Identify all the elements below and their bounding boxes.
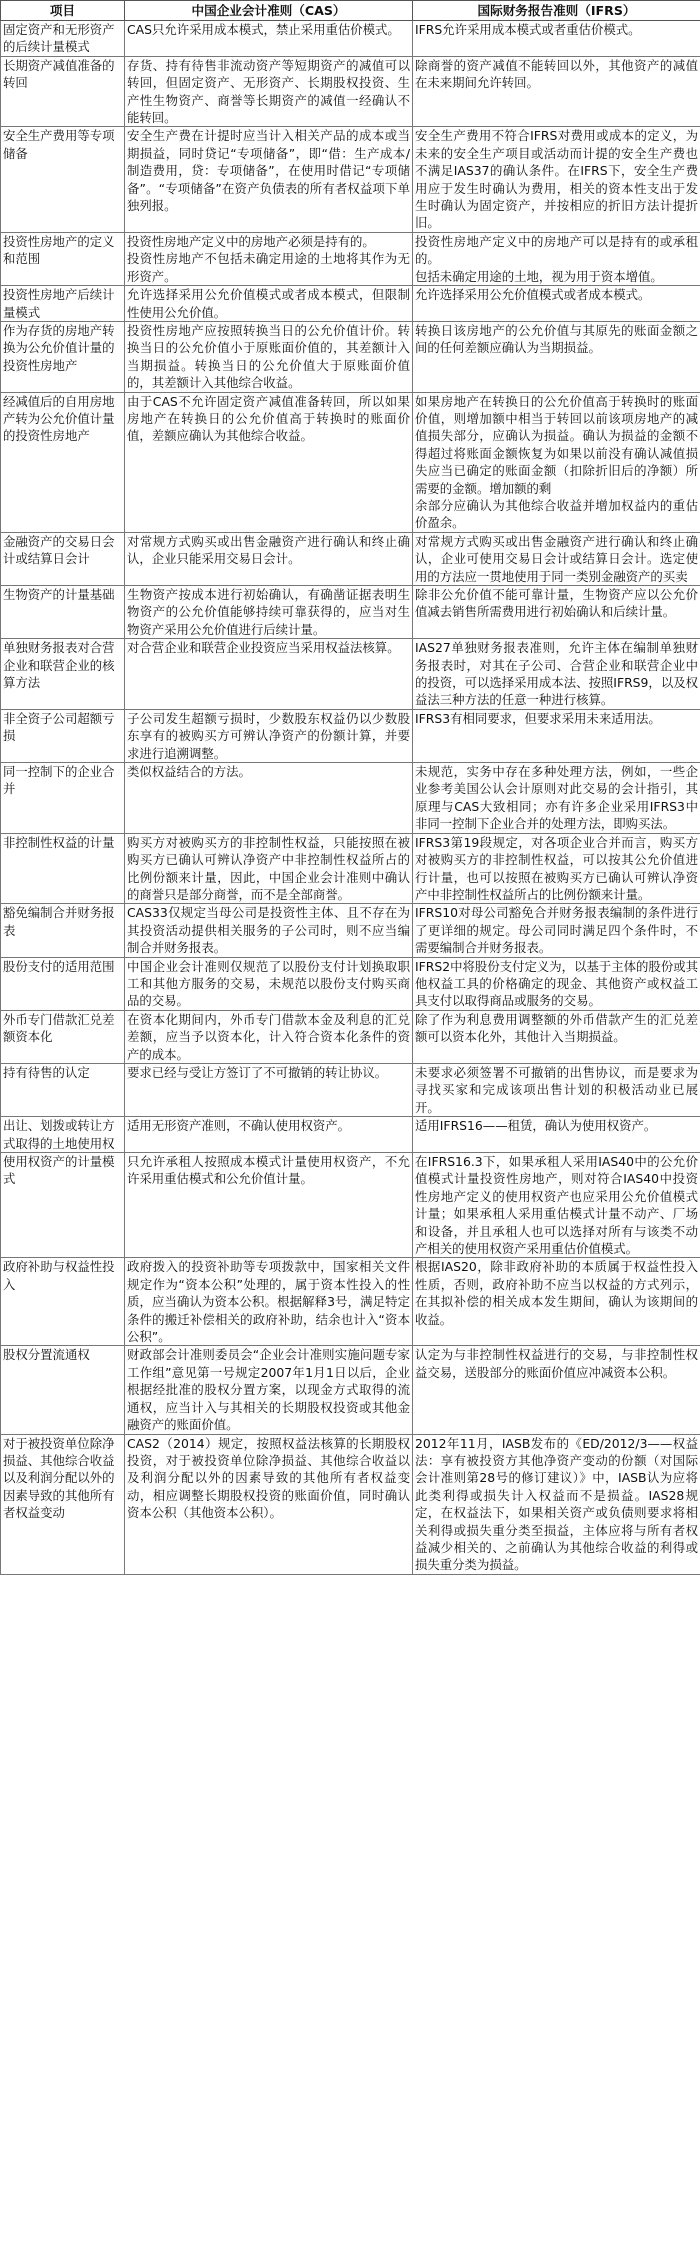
ifrs-text: 除了作为利息费用调整额的外币借款产生的汇兑差额可以资本化外，其他计入当期损益。 [415,1011,698,1045]
cas-cell [125,586,413,639]
ifrs-text: 允许选择采用公允价值模式或者成本模式。 [415,287,651,303]
ifrs-text: IFRS3有相同要求，但要求采用未来适用法。 [415,710,661,726]
cas-cell [125,1010,413,1063]
cas-text: 投资性房地产应按照转换当日的公允价值计价。转换当日的公允价值小于原账面价值的，其差额计入当期损益。转换当日的公允价值大于原账面价值的，其差额计入其他综合收益。 [127,322,410,391]
ifrs-text: 除非公允价值不能可靠计量，生物资产应以公允价值减去销售所需费用进行初始确认和后续计量。 [415,587,698,620]
item-cell: 单独财务报表对合营企业和联营企业的核算方法 [1,639,125,710]
ifrs-cell [413,321,700,392]
ifrs-cell [413,392,700,532]
item-cell: 持有待售的认定 [1,1063,125,1116]
item-cell: 同一控制下的企业合并 [1,763,125,834]
cas-cell [125,232,413,285]
item-cell: 出让、划拨或转让方式取得的土地使用权 [1,1117,125,1153]
header-cas: 中国企业会计准则（CAS） [125,1,413,21]
header-ifrs: 国际财务报告准则（IFRS） [413,1,700,21]
ifrs-cell [413,56,700,127]
ifrs-cell [413,1117,700,1153]
ifrs-cell [413,1153,700,1258]
ifrs-cell [413,709,700,762]
cas-text: 投资性房地产定义中的房地产必须是持有的。 [127,233,375,249]
table-row [1,232,700,285]
cas-cell [125,21,413,57]
cas-text: 类似权益结合的方法。 [127,764,251,780]
cas-text: 对合营企业和联营企业投资应当采用权益法核算。 [127,640,400,656]
cas-text: CAS只允许采用成本模式，禁止采用重估价模式。 [127,22,400,37]
table-row [1,56,700,127]
cas-cell [125,1153,413,1258]
table-row [1,957,700,1010]
cas-text: 中国企业会计准则仅规范了以股份支付计划换取职工和其他方服务的交易，未规范以股份支付购买商品的交易。 [127,958,410,1009]
table-row [1,286,700,322]
ifrs-cell [413,1258,700,1346]
cas-cell [125,957,413,1010]
item-cell: 股权分置流通权 [1,1346,125,1434]
ifrs-text: 认定为与非控制性权益进行的交易，与非控制性权益交易，送股部分的账面价值应冲减资本公积。 [415,1347,698,1380]
ifrs-text: IFRS2中将股份支付定义为，以基于主体的股份或其他权益工具的价格确定的现金、其他资产或权益工具支付以取得商品或服务的交易。 [415,958,698,1009]
table-row [1,1346,700,1434]
item-cell: 非全资子公司超额亏损 [1,709,125,762]
cas-text: 只允许承租人按照成本模式计量使用权资产，不允许采用重估模式和公允价值计量。 [127,1154,410,1187]
ifrs-cell [413,1346,700,1434]
ifrs-text: 2012年11月，IASB发布的《ED/2012/3——权益法：享有被投资方其他净资产变动的份额（对国际会计准则第28号的修订建议）》中，IASB认为应将此类利得或损失计入权益而不是损益。IAS28规定，在权益法下，如果相关资产或负债则要求将相关利得或损失重分类至损益，主体应将与所有者权益减少相关的、之前确认为其他综合收益的利得或损失重分类为损益。 [415,1435,698,1573]
table-row [1,1258,700,1346]
cas-text: 子公司发生超额亏损时，少数股东权益仍以少数股东享有的被购买方可辨认净资产的份额计算，并要求进行追溯调整。 [127,710,410,761]
item-cell: 金融资产的交易日会计或结算日会计 [1,532,125,585]
cas-cell [125,709,413,762]
ifrs-text: 在IFRS16.3下，如果承租人采用IAS40中的公允价值模式计量投资性房地产，则对符合IAS40中投资性房地产定义的使用权资产也应采用公允价值模式计量；如果承租人采用重估模式计量不动产、厂场和设备，并且承租人也可以选择对所有与该类不动产相关的使用权资产采用重估价值模式。 [415,1154,698,1257]
ifrs-text: IFRS允许采用成本模式或者重估价模式。 [415,22,641,37]
cas-text: CAS2（2014）规定，按照权益法核算的长期股权投资，对于被投资单位除净损益、其他综合收益以及利润分配以外的因素导致的其他所有者权益变动，相应调整长期股权投资的账面价值，同时确认资本公积（其他资本公积）。 [127,1435,410,1521]
ifrs-cell [413,586,700,639]
table-row [1,1063,700,1116]
cas-cell [125,639,413,710]
cas-cell [125,1434,413,1574]
ifrs-text: 适用IFRS16——租赁，确认为使用权资产。 [415,1118,657,1134]
cas-cell [125,1346,413,1434]
cas-text: 要求已经与受让方签订了不可撤销的转让协议。 [127,1064,388,1080]
ifrs-text: IAS27单独财务报表准则，允许主体在编制单独财务报表时，对其在子公司、合营企业和联营企业中的投资，可以选择采用成本法、按照IFRS9，以及权益法三种方法的任意一种进行核算。 [415,640,698,708]
ifrs-cell [413,127,700,232]
item-cell: 固定资产和无形资产的后续计量模式 [1,21,125,57]
cas-cell [125,56,413,127]
header-row [1,1,700,21]
ifrs-text: IFRS10对母公司豁免合并财务报表编制的条件进行了更详细的规定。母公司同时满足四个条件时，不需要编制合并财务报表。 [415,905,698,956]
cas-cell [125,392,413,532]
ifrs-text: 除商誉的资产减值不能转回以外，其他资产的减值在未来期间允许转回。 [415,57,698,91]
table-row [1,639,700,710]
table-row [1,1153,700,1258]
cas-text: 存货、持有待售非流动资产等短期资产的减值可以转回，但固定资产、无形资产、长期股权投资、生产性生物资产、商誉等长期资产的减值一经确认不能转回。 [127,57,410,126]
ifrs-cell [413,957,700,1010]
table-row [1,21,700,57]
table-row [1,392,700,532]
table-row [1,1434,700,1574]
cas-text: 适用无形资产准则，不确认使用权资产。 [127,1118,351,1134]
ifrs-text: 对常规方式购买或出售金融资产进行确认和终止确认，企业可使用交易日会计或结算日会计。选定使用的方法应一贯地使用于同一类别金融资产的买卖 [415,533,698,584]
item-cell: 政府补助与权益性投入 [1,1258,125,1346]
item-cell: 作为存货的房地产转换为公允价值计量的投资性房地产 [1,321,125,392]
table-row [1,763,700,834]
item-cell: 外币专门借款汇兑差额资本化 [1,1010,125,1063]
cas-text: 由于CAS不允许固定资产减值准备转回，所以如果房地产在转换日的公允价值高于转换时的账面价值，差额应确认为其他综合收益。 [127,393,410,444]
ifrs-cell [413,904,700,957]
table-row [1,586,700,639]
cas-cell [125,763,413,834]
cas-cell [125,127,413,232]
table-row [1,1010,700,1063]
cas-text: 对常规方式购买或出售金融资产进行确认和终止确认，企业只能采用交易日会计。 [127,533,410,567]
table-row [1,532,700,585]
cas-cell [125,1063,413,1116]
item-cell: 生物资产的计量基础 [1,586,125,639]
ifrs-cell [413,532,700,585]
cas-cell [125,1258,413,1346]
item-cell: 经减值后的自用房地产转为公允价值计量的投资性房地产 [1,392,125,532]
item-cell: 豁免编制合并财务报表 [1,904,125,957]
cas-text: 生物资产按成本进行初始确认，有确凿证据表明生物资产的公允价值能够持续可靠获得的，应当对生物资产采用公允价值进行后续计量。 [127,587,410,637]
ifrs-cell [413,1063,700,1116]
item-cell: 安全生产费用等专项储备 [1,127,125,232]
header-item: 项目 [1,1,125,21]
table-row [1,833,700,904]
cas-cell [125,532,413,585]
cas-text: 政府拨入的投资补助等专项拨款中，国家相关文件规定作为“资本公积”处理的，属于资本性投入的性质，应当确认为资本公积。根据解释3号，满足特定条件的搬迁补偿相关的政府补助，结余也计入“资本公积”。 [127,1259,410,1345]
ifrs-text: 未规范，实务中存在多种处理方法，例如，一些企业参考美国公认会计原则对此交易的会计指引，其原理与CAS大致相同；亦有许多企业采用IFRS3中非同一控制下企业合并的处理方法，即购买法。 [415,764,698,832]
cas-cell [125,1117,413,1153]
cas-cell [125,833,413,904]
ifrs-text: IFRS3第19段规定，对各项企业合并而言，购买方对被购买方的非控制性权益，可以按其公允价值进行计量，也可以按照在被购买方已确认可辨认净资产中非控制性权益所占的比例份额来计量。 [415,834,698,902]
table-row [1,904,700,957]
ifrs-text: 根据IAS20，除非政府补助的本质属于权益性投入性质，否则，政府补助不应当以权益的方式列示，在其拟补偿的相关成本发生期间，确认为该期间的收益。 [415,1259,698,1327]
cas-text: 安全生产费在计提时应当计入相关产品的成本或当期损益，同时贷记“专项储备”，即“借：生产成本/制造费用，贷：专项储备”，在使用时借记“专项储备”。“专项储备”在资产负债表的所有者权益项下单独列报。 [127,128,410,214]
ifrs-cell [413,21,700,57]
item-cell: 投资性房地产后续计量模式 [1,286,125,322]
cas-text: 允许选择采用公允价值模式或者成本模式，但限制性使用公允价值。 [127,287,410,320]
cas-text: 购买方对被购买方的非控制性权益，只能按照在被购买方已确认可辨认净资产中非控制性权益所占的比例份额来计量，因此，中国企业会计准则中确认的商誉只是部分商誉，而不是全部商誉。 [127,834,410,902]
ifrs-cell [413,286,700,322]
item-cell: 投资性房地产的定义和范围 [1,232,125,285]
ifrs-text: 如果房地产在转换日的公允价值高于转换时的账面价值，则增加额中相当于转回以前该项房地产的减值损失部分，应确认为损益。确认为损益的金额不得超过将账面金额恢复为如果以前没有确认减值损失应当已确定的账面金额（扣除折旧后的净额）所需要的金额。增加额的剩 [415,393,698,496]
ifrs-text: 安全生产费用不符合IFRS对费用或成本的定义，为未来的安全生产项目或活动而计提的安全生产费也不满足IAS37的确认条件。在IFRS下，安全生产费用应于发生时确认为费用，相关的资本性支出于发生时确认为固定资产，并按相应的折旧方法计提折旧。 [415,128,698,231]
ifrs-text: 余部分应确认为其他综合收益并增加权益内的重估价盈余。 [415,497,698,531]
ifrs-cell [413,639,700,710]
cas-cell [125,286,413,322]
cas-cell [125,904,413,957]
item-cell: 非控制性权益的计量 [1,833,125,904]
ifrs-cell [413,763,700,834]
cas-text: 在资本化期间内，外币专门借款本金及利息的汇兑差额，应当予以资本化，计入符合资本化条件的资产的成本。 [127,1011,410,1062]
ifrs-cell [413,833,700,904]
ifrs-text: 投资性房地产定义中的房地产可以是持有的或承租的。 [415,233,698,267]
ifrs-text: 转换日该房地产的公允价值与其原先的账面金额之间的任何差额应确认为当期损益。 [415,322,698,356]
item-cell: 股份支付的适用范围 [1,957,125,1010]
cas-text: 投资性房地产不包括未确定用途的土地将其作为无形资产。 [127,251,410,284]
ifrs-text: 未要求必须签署不可撤销的出售协议，而是要求为寻找买家和完成该项出售计划的积极活动业已展开。 [415,1064,698,1115]
item-cell: 长期资产减值准备的转回 [1,56,125,127]
cas-text: CAS33仅规定当母公司是投资性主体、且不存在为其投资活动提供相关服务的子公司时，则不应当编制合并财务报表。 [127,905,410,956]
table-row [1,127,700,232]
ifrs-text: 包括未确定用途的土地，视为用于资本增值。 [415,268,663,284]
cas-cell [125,321,413,392]
item-cell: 对于被投资单位除净损益、其他综合收益以及利润分配以外的因素导致的其他所有者权益变动 [1,1434,125,1574]
table-row [1,321,700,392]
ifrs-cell [413,1010,700,1063]
cas-text: 财政部会计准则委员会“企业会计准则实施问题专家工作组”意见第一号规定2007年1月1日以后，企业根据经批准的股权分置方案，以现金方式取得的流通权，应当计入与其相关的长期股权投资或其他金融资产的账面价值。 [127,1347,410,1433]
ifrs-cell [413,232,700,285]
ifrs-cell [413,1434,700,1574]
table-row [1,1117,700,1153]
item-cell: 使用权资产的计量模式 [1,1153,125,1258]
table-row [1,709,700,762]
